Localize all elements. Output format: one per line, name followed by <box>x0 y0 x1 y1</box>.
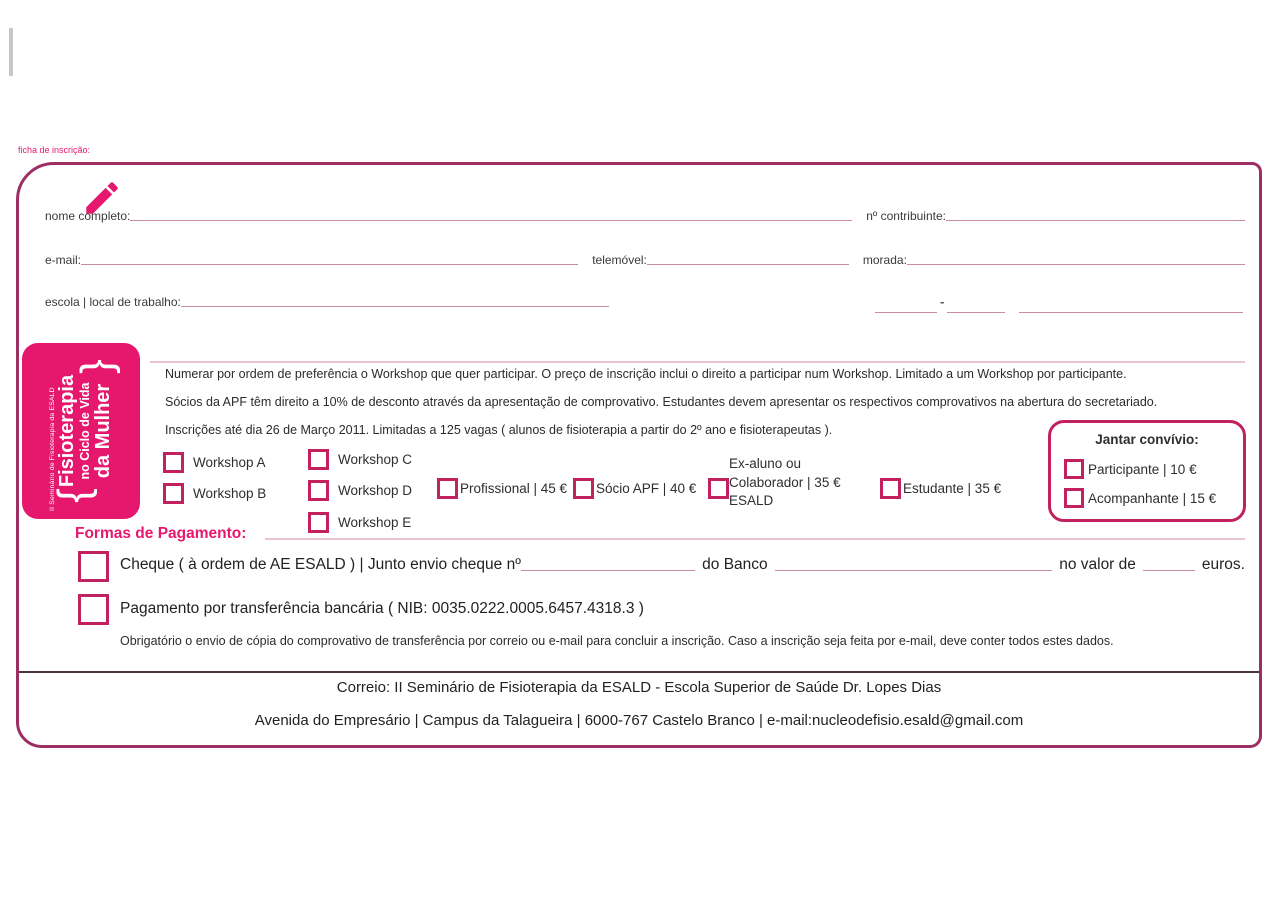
cheque-option <box>78 551 109 582</box>
footer-address-line-1: Correio: II Seminário de Fisioterapia da ESALD - Escola Superior de Saúde Dr. Lopes Dias <box>336 679 942 696</box>
postal-code-line-2[interactable] <box>947 312 1005 313</box>
workshop-a-label: Workshop A <box>193 455 266 470</box>
workshop-a-option <box>163 452 266 473</box>
transfer-label: Pagamento por transferência bancária ( NIB: 0035.0222.0005.6457.4318.3 ) <box>120 600 644 617</box>
workshop-c-option <box>308 449 412 470</box>
instructions-paragraph-3: Inscrições até dia 26 de Março 2011. Limitadas a 125 vagas ( alunos de fisioterapia a partir do 2º ano e fisioterapeutas ). <box>165 423 833 437</box>
logo-brace-open: { <box>48 488 98 503</box>
workshop-e-option <box>308 512 411 533</box>
workshop-d-option <box>308 480 412 501</box>
exaluno-checkbox[interactable] <box>708 478 729 499</box>
workshop-e-label: Workshop E <box>338 515 412 530</box>
transfer-checkbox[interactable] <box>78 594 109 625</box>
workshop-d-label: Workshop D <box>338 483 413 498</box>
contact-row <box>45 253 1245 267</box>
postal-code-row <box>875 294 1243 315</box>
logo-title-line-3: da Mulher <box>91 383 114 479</box>
event-logo <box>22 343 140 519</box>
cheque-checkbox[interactable] <box>78 551 109 582</box>
sheet-label: ficha de inscrição: <box>18 145 91 155</box>
socio-apf-checkbox[interactable] <box>573 478 594 499</box>
workshop-b-checkbox[interactable] <box>163 483 184 504</box>
postal-dash: - <box>940 294 945 309</box>
workshop-d-checkbox[interactable] <box>308 480 329 501</box>
footer-address-line-2: Avenida do Empresário | Campus da Talagueira | 6000-767 Castelo Branco | e-mail:nucleodefisio.esald@gmail.com <box>254 712 1024 729</box>
registration-form <box>16 162 1262 748</box>
workshop-b-label: Workshop B <box>193 486 267 501</box>
estudante-option <box>880 478 1001 499</box>
exaluno-option <box>708 478 729 499</box>
profissional-option <box>437 478 567 499</box>
acompanhante-label: Acompanhante | 15 € <box>1088 490 1217 506</box>
exaluno-label-line-3: ESALD <box>729 493 774 508</box>
logo-title-line-1: Fisioterapia <box>55 374 78 488</box>
address-field-line[interactable] <box>907 264 1245 265</box>
profissional-label: Profissional | 45 € <box>460 481 568 496</box>
estudante-checkbox[interactable] <box>880 478 901 499</box>
section-separator-line <box>150 361 1245 363</box>
logo-brace-close: } <box>71 359 121 374</box>
logo-edition-text: II Seminário de Fisioterapia da ESALD <box>48 387 56 511</box>
exaluno-label-line-2: Colaborador | 35 € <box>729 474 841 490</box>
workshop-b-option <box>163 483 266 504</box>
payment-note: Obrigatório o envio de cópia do comprovativo de transferência por correio ou e-mail para concluir a inscrição. Caso a inscrição seja feita por e-mail, deve conter todos estes dados. <box>120 634 1114 648</box>
name-row <box>45 209 1245 223</box>
dinner-box <box>1048 420 1246 522</box>
exaluno-label-line-1: Ex-aluno ou <box>729 456 802 471</box>
profissional-checkbox[interactable] <box>437 478 458 499</box>
workshop-c-label: Workshop C <box>338 452 413 467</box>
bank-label: do Banco <box>702 556 768 573</box>
instructions-paragraph-1: Numerar por ordem de preferência o Workshop que quer participar. O preço de inscrição inclui o direito a participar num Workshop. Limitado a um Workshop por participante. <box>165 367 1127 381</box>
taxid-field-line[interactable] <box>946 220 1245 221</box>
payment-separator-line <box>265 538 1245 540</box>
email-label: e-mail: <box>45 253 82 267</box>
name-field-line[interactable] <box>130 220 852 221</box>
phone-field-line[interactable] <box>647 264 849 265</box>
dinner-title: Jantar convívio: <box>1095 432 1199 447</box>
acompanhante-checkbox[interactable] <box>1064 488 1084 508</box>
cheque-row <box>120 556 1245 574</box>
acompanhante-option <box>1064 488 1216 508</box>
locality-line[interactable] <box>1019 312 1243 313</box>
cheque-number-line[interactable] <box>521 570 695 571</box>
estudante-label: Estudante | 35 € <box>903 481 1002 496</box>
taxid-label: nº contribuinte: <box>866 209 946 223</box>
workshop-e-checkbox[interactable] <box>308 512 329 533</box>
socio-apf-label: Sócio APF | 40 € <box>596 481 697 496</box>
value-label: no valor de <box>1059 556 1136 573</box>
school-field-line[interactable] <box>181 306 609 307</box>
logo-title-line-2: no Ciclo de Vida <box>77 382 92 480</box>
address-label: morada: <box>862 253 907 267</box>
payment-title: Formas de Pagamento: <box>75 525 247 542</box>
workshop-a-checkbox[interactable] <box>163 452 184 473</box>
transfer-option <box>78 594 109 625</box>
school-label: escola | local de trabalho: <box>45 295 181 309</box>
socio-apf-option <box>573 478 696 499</box>
participante-checkbox[interactable] <box>1064 459 1084 479</box>
footer-separator <box>19 671 1259 673</box>
name-label: nome completo: <box>45 209 131 223</box>
instructions-paragraph-2: Sócios da APF têm direito a 10% de desconto através da apresentação de comprovativo. Estudantes devem apresentar os respectivos comprovativos na abertura do secretariado. <box>165 395 1158 409</box>
participante-option <box>1064 459 1197 479</box>
email-field-line[interactable] <box>81 264 578 265</box>
workshop-c-checkbox[interactable] <box>308 449 329 470</box>
scan-artifact <box>9 28 13 76</box>
phone-label: telemóvel: <box>592 253 647 267</box>
participante-label: Participante | 10 € <box>1088 461 1197 477</box>
exaluno-label <box>729 455 841 511</box>
euros-label: euros. <box>1201 556 1245 573</box>
cheque-label: Cheque ( à ordem de AE ESALD ) | Junto envio cheque nº <box>120 556 521 573</box>
bank-field-line[interactable] <box>775 570 1053 571</box>
value-field-line[interactable] <box>1143 570 1195 571</box>
postal-code-line-1[interactable] <box>875 312 937 313</box>
